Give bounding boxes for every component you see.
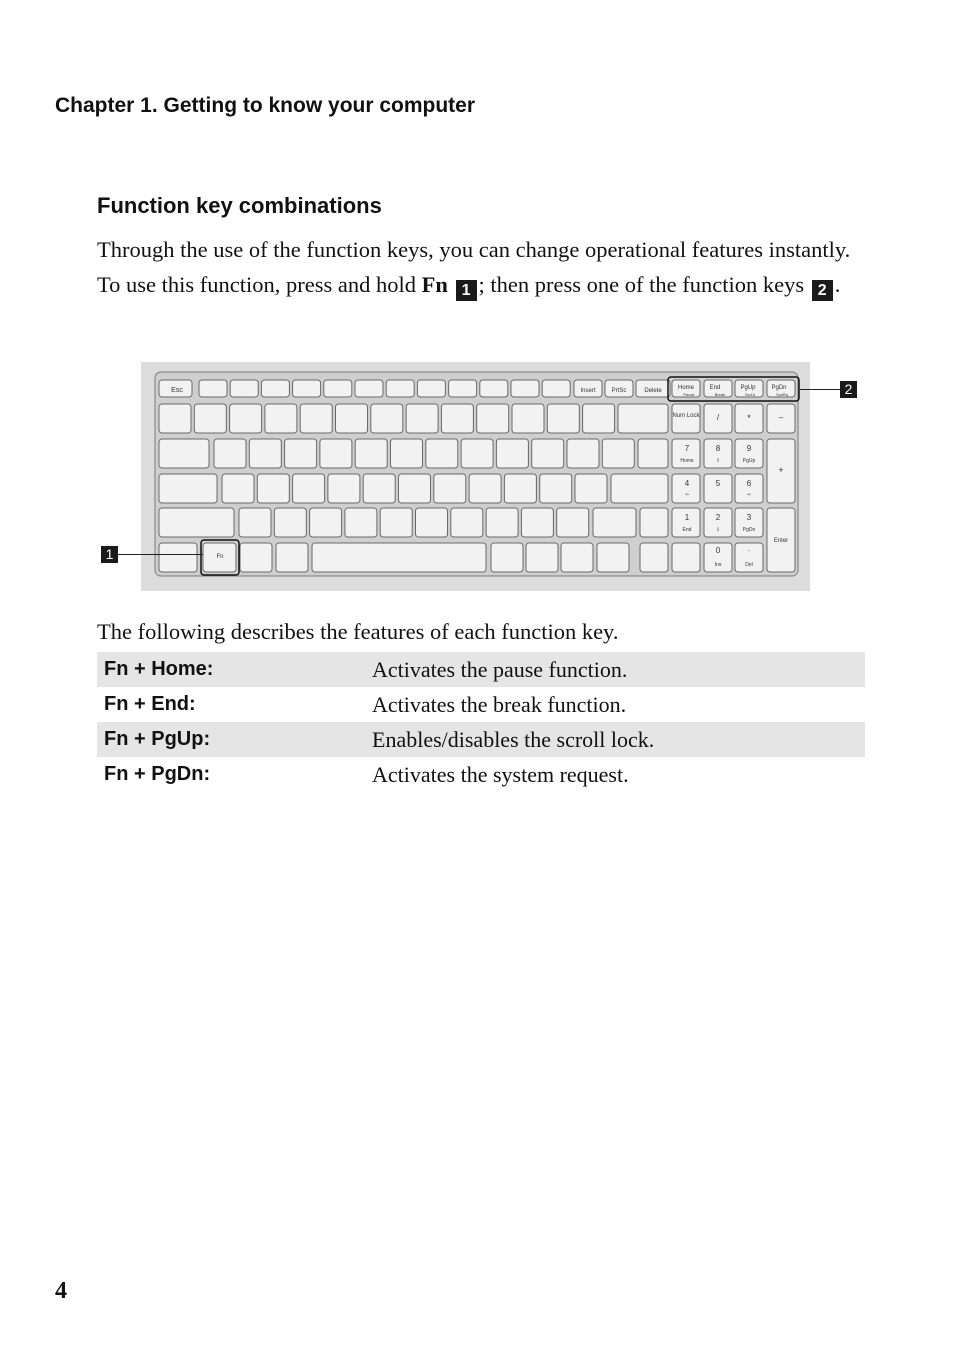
- table-row: [97, 652, 865, 687]
- home-key-label: Home: [677, 385, 695, 391]
- end-key-sublabel: Break: [714, 392, 726, 397]
- keyboard-key: [399, 474, 431, 503]
- numpad-asterisk-label: *: [747, 413, 751, 423]
- keyboard-key: [336, 404, 368, 433]
- key-description: Enables/disables the scroll lock.: [372, 722, 865, 757]
- home-key-sublabel: Pause: [683, 392, 695, 397]
- keyboard-key: [310, 508, 342, 537]
- keyboard-key: [194, 404, 226, 433]
- numpad-4-sublabel: ⇦: [684, 492, 690, 498]
- keyboard-key: [469, 474, 501, 503]
- callout-2-badge: 2: [812, 280, 833, 301]
- key-combo: Fn + Home:: [97, 652, 372, 687]
- keyboard-key: [461, 439, 493, 468]
- pgdn-key-label: PgDn: [771, 385, 787, 391]
- keyboard-key: [477, 404, 509, 433]
- numpad-8-sublabel: ⇧: [715, 458, 721, 464]
- keyboard-key: [380, 508, 412, 537]
- keyboard-key: [618, 404, 668, 433]
- keyboard-key: [640, 543, 668, 572]
- keyboard-key: [561, 543, 593, 572]
- keyboard-key: [230, 380, 258, 397]
- keyboard-key: [324, 380, 352, 397]
- keyboard-key: [593, 508, 636, 537]
- figure-callout-1: 1: [101, 546, 118, 563]
- esc-key-label: Esc: [171, 387, 183, 394]
- callout-1-badge: 1: [456, 280, 477, 301]
- keyboard-key: [496, 439, 528, 468]
- intro-text-2: ; then press one of the function keys: [478, 272, 805, 297]
- keyboard-key: [602, 439, 634, 468]
- key-combo: Fn + End:: [104, 693, 196, 715]
- numpad-0-sublabel: Ins: [714, 562, 722, 568]
- keyboard-key: [159, 439, 209, 468]
- keyboard-key: [274, 508, 306, 537]
- intro-end: .: [834, 272, 841, 297]
- callout-1-leader-line: [118, 554, 203, 555]
- numpad-3-label: 3: [746, 513, 752, 522]
- keyboard-key: [575, 474, 607, 503]
- numpad-dot-sublabel: Del: [745, 562, 753, 568]
- numlock-key-label: Num Lock: [672, 413, 700, 419]
- fn-key-label: Fn: [216, 554, 224, 560]
- numpad-6-sublabel: ⇨: [746, 492, 752, 498]
- keyboard-key: [293, 380, 321, 397]
- keyboard-key: [261, 380, 289, 397]
- numpad-7-label: 7: [684, 444, 690, 453]
- numpad-5-label: 5: [715, 479, 721, 488]
- keyboard-key: [285, 439, 317, 468]
- chapter-heading: Chapter 1. Getting to know your computer: [55, 94, 476, 117]
- keyboard-key: [391, 439, 423, 468]
- keyboard-key: [300, 404, 332, 433]
- keyboard-key: [230, 404, 262, 433]
- keyboard-key: [540, 474, 572, 503]
- keyboard-key: [426, 439, 458, 468]
- key-description: Activates the pause function.: [372, 652, 865, 687]
- keyboard-key: [159, 404, 191, 433]
- numpad-2-sublabel: ⇩: [715, 527, 721, 533]
- keyboard-key: [547, 404, 579, 433]
- keyboard-key: [434, 474, 466, 503]
- keyboard-key: [406, 404, 438, 433]
- numpad-enter-label: Enter: [773, 538, 789, 544]
- table-intro-text: The following describes the features of each function key.: [97, 619, 619, 644]
- keyboard-key: [386, 380, 414, 397]
- keyboard-key: [159, 543, 197, 572]
- numpad-9-label: 9: [746, 444, 752, 453]
- keyboard-diagram: [141, 362, 810, 591]
- keyboard-key: [480, 380, 508, 397]
- numpad-7-sublabel: Home: [680, 458, 694, 464]
- keyboard-key: [597, 543, 629, 572]
- prtsc-key-label: PrtSc: [611, 388, 627, 394]
- keyboard-key: [320, 439, 352, 468]
- keyboard-key: [276, 543, 308, 572]
- keyboard-key: [416, 508, 448, 537]
- keyboard-key: [449, 380, 477, 397]
- numpad-minus-label: –: [778, 413, 784, 422]
- keyboard-key: [451, 508, 483, 537]
- numpad-plus-label: +: [778, 465, 784, 475]
- keyboard-key: [486, 508, 518, 537]
- numpad-4-label: 4: [684, 479, 690, 488]
- intro-text-1: Through the use of the function keys, you can change operational features instantly. To use this function, press and hold: [97, 237, 851, 297]
- table-row: [97, 757, 865, 792]
- keyboard-key: [638, 439, 668, 468]
- figure-callout-2: 2: [840, 381, 857, 398]
- table-row: [97, 722, 865, 757]
- keyboard-key: [583, 404, 615, 433]
- keyboard-key: [355, 380, 383, 397]
- keyboard-key: [328, 474, 360, 503]
- numpad-2-label: 2: [715, 513, 721, 522]
- section-title: Function key combinations: [97, 193, 382, 218]
- keyboard-key: [672, 543, 700, 572]
- keyboard-key: [521, 508, 553, 537]
- keyboard-key: [159, 508, 234, 537]
- keyboard-key: [371, 404, 403, 433]
- pgup-key-sublabel: ScrLk: [744, 392, 756, 397]
- key-combo: Fn + PgUp:: [97, 722, 372, 757]
- numpad-dot-label: ·: [747, 546, 751, 555]
- keyboard-key: [159, 474, 217, 503]
- key-description: Activates the break function.: [372, 691, 627, 717]
- keyboard-key: [512, 404, 544, 433]
- function-key-table: [97, 652, 865, 792]
- numpad-slash-label: /: [716, 413, 720, 422]
- pgup-key-label: PgUp: [740, 385, 756, 391]
- numpad-1-sublabel: End: [682, 527, 692, 533]
- keyboard-key: [222, 474, 254, 503]
- keyboard-key: [312, 543, 486, 572]
- pgdn-key-sublabel: SysRq: [776, 392, 788, 397]
- numpad-0-label: 0: [715, 546, 721, 555]
- keyboard-key: [265, 404, 297, 433]
- keyboard-key: [640, 508, 668, 537]
- keyboard-key: [526, 543, 558, 572]
- keyboard-key: [249, 439, 281, 468]
- callout-2-leader-line: [800, 389, 840, 390]
- keyboard-key: [511, 380, 539, 397]
- keyboard-key: [345, 508, 377, 537]
- numpad-3-sublabel: PgDn: [742, 527, 756, 533]
- keyboard-key: [214, 439, 246, 468]
- end-key-label: End: [709, 385, 721, 391]
- keyboard-illustration: [141, 362, 810, 591]
- keyboard-key: [417, 380, 445, 397]
- keyboard-key: [611, 474, 668, 503]
- keyboard-key: [557, 508, 589, 537]
- keyboard-key: [355, 439, 387, 468]
- keyboard-key: [491, 543, 523, 572]
- numpad-1-label: 1: [684, 513, 690, 522]
- keyboard-key: [239, 508, 271, 537]
- intro-fn-key: Fn: [421, 272, 448, 297]
- keyboard-key: [199, 380, 227, 397]
- keyboard-key: [363, 474, 395, 503]
- page-number: 4: [55, 1278, 67, 1304]
- insert-key-label: Insert: [580, 388, 596, 394]
- key-combo: Fn + PgDn:: [104, 763, 211, 785]
- keyboard-key: [293, 474, 325, 503]
- keyboard-key: [567, 439, 599, 468]
- numpad-8-label: 8: [715, 444, 721, 453]
- keyboard-key: [240, 543, 272, 572]
- intro-paragraph: [97, 232, 857, 302]
- delete-key-label: Delete: [644, 388, 662, 394]
- table-row: [97, 687, 865, 722]
- numpad-9-sublabel: PgUp: [742, 458, 756, 464]
- keyboard-key: [542, 380, 570, 397]
- keyboard-key: [257, 474, 289, 503]
- numpad-6-label: 6: [746, 479, 752, 488]
- key-description: Activates the system request.: [372, 761, 629, 787]
- keyboard-key: [532, 439, 564, 468]
- keyboard-key: [441, 404, 473, 433]
- keyboard-key: [504, 474, 536, 503]
